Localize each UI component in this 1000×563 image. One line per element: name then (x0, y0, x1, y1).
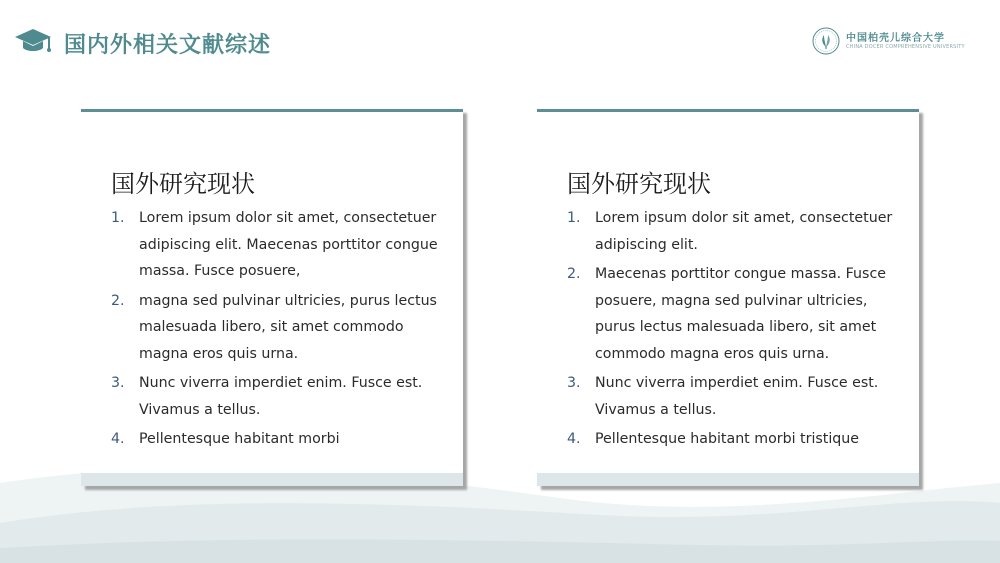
list-text: magna sed pulvinar ultricies, purus lectus malesuada libero, sit amet commodo magna eros quis urna. (139, 292, 437, 362)
page-title: 国内外相关文献综述 (64, 33, 272, 58)
card-heading: 国外研究现状 (567, 170, 711, 198)
list-number: 3. (567, 375, 581, 391)
list-item (567, 426, 902, 453)
list-number: 2. (111, 292, 125, 309)
list-text: Nunc viverra imperdiet enim. Fusce est. Vivamus a tellus. (595, 375, 879, 418)
list-number: 1. (567, 210, 581, 226)
university-emblem-icon (812, 27, 840, 55)
list-item (567, 261, 902, 367)
research-card-left (81, 109, 463, 486)
card-heading: 国外研究现状 (111, 170, 255, 198)
list-text: Pellentesque habitant morbi tristique (595, 431, 860, 447)
list-item (111, 288, 446, 368)
university-logo (812, 27, 965, 57)
logo-chinese-name: 中国柏壳儿综合大学 (846, 33, 945, 44)
card-footer-bar (81, 473, 463, 486)
list-text: Nunc viverra imperdiet enim. Fusce est. Vivamus a tellus. (139, 375, 423, 418)
list-text: Lorem ipsum dolor sit amet, consectetuer adipiscing elit. Maecenas porttitor congue massa. Fusce posuere, (139, 210, 438, 279)
list-text: Maecenas porttitor congue massa. Fusce posuere, magna sed pulvinar ultricies, purus lectus malesuada libero, sit amet commodo magna eros quis urna. (595, 266, 886, 362)
logo-english-name: CHINA DOCER COMPREHENSIVE UNIVERSITY (846, 44, 965, 50)
header (0, 0, 1000, 90)
list-number: 4. (567, 431, 581, 447)
list-number: 3. (111, 375, 125, 391)
numbered-list (567, 205, 902, 456)
graduation-cap-icon (14, 27, 52, 57)
numbered-list (111, 205, 446, 456)
list-item (567, 370, 902, 423)
list-item (111, 426, 446, 453)
list-item (111, 370, 446, 423)
list-item (567, 205, 902, 258)
research-card-right (537, 109, 919, 486)
card-footer-bar (537, 473, 919, 486)
list-number: 2. (567, 266, 581, 282)
list-text: Lorem ipsum dolor sit amet, consectetuer adipiscing elit. (595, 210, 893, 253)
list-text: Pellentesque habitant morbi (139, 431, 340, 447)
list-number: 4. (111, 431, 125, 447)
list-number: 1. (111, 210, 125, 226)
list-item (111, 205, 446, 285)
